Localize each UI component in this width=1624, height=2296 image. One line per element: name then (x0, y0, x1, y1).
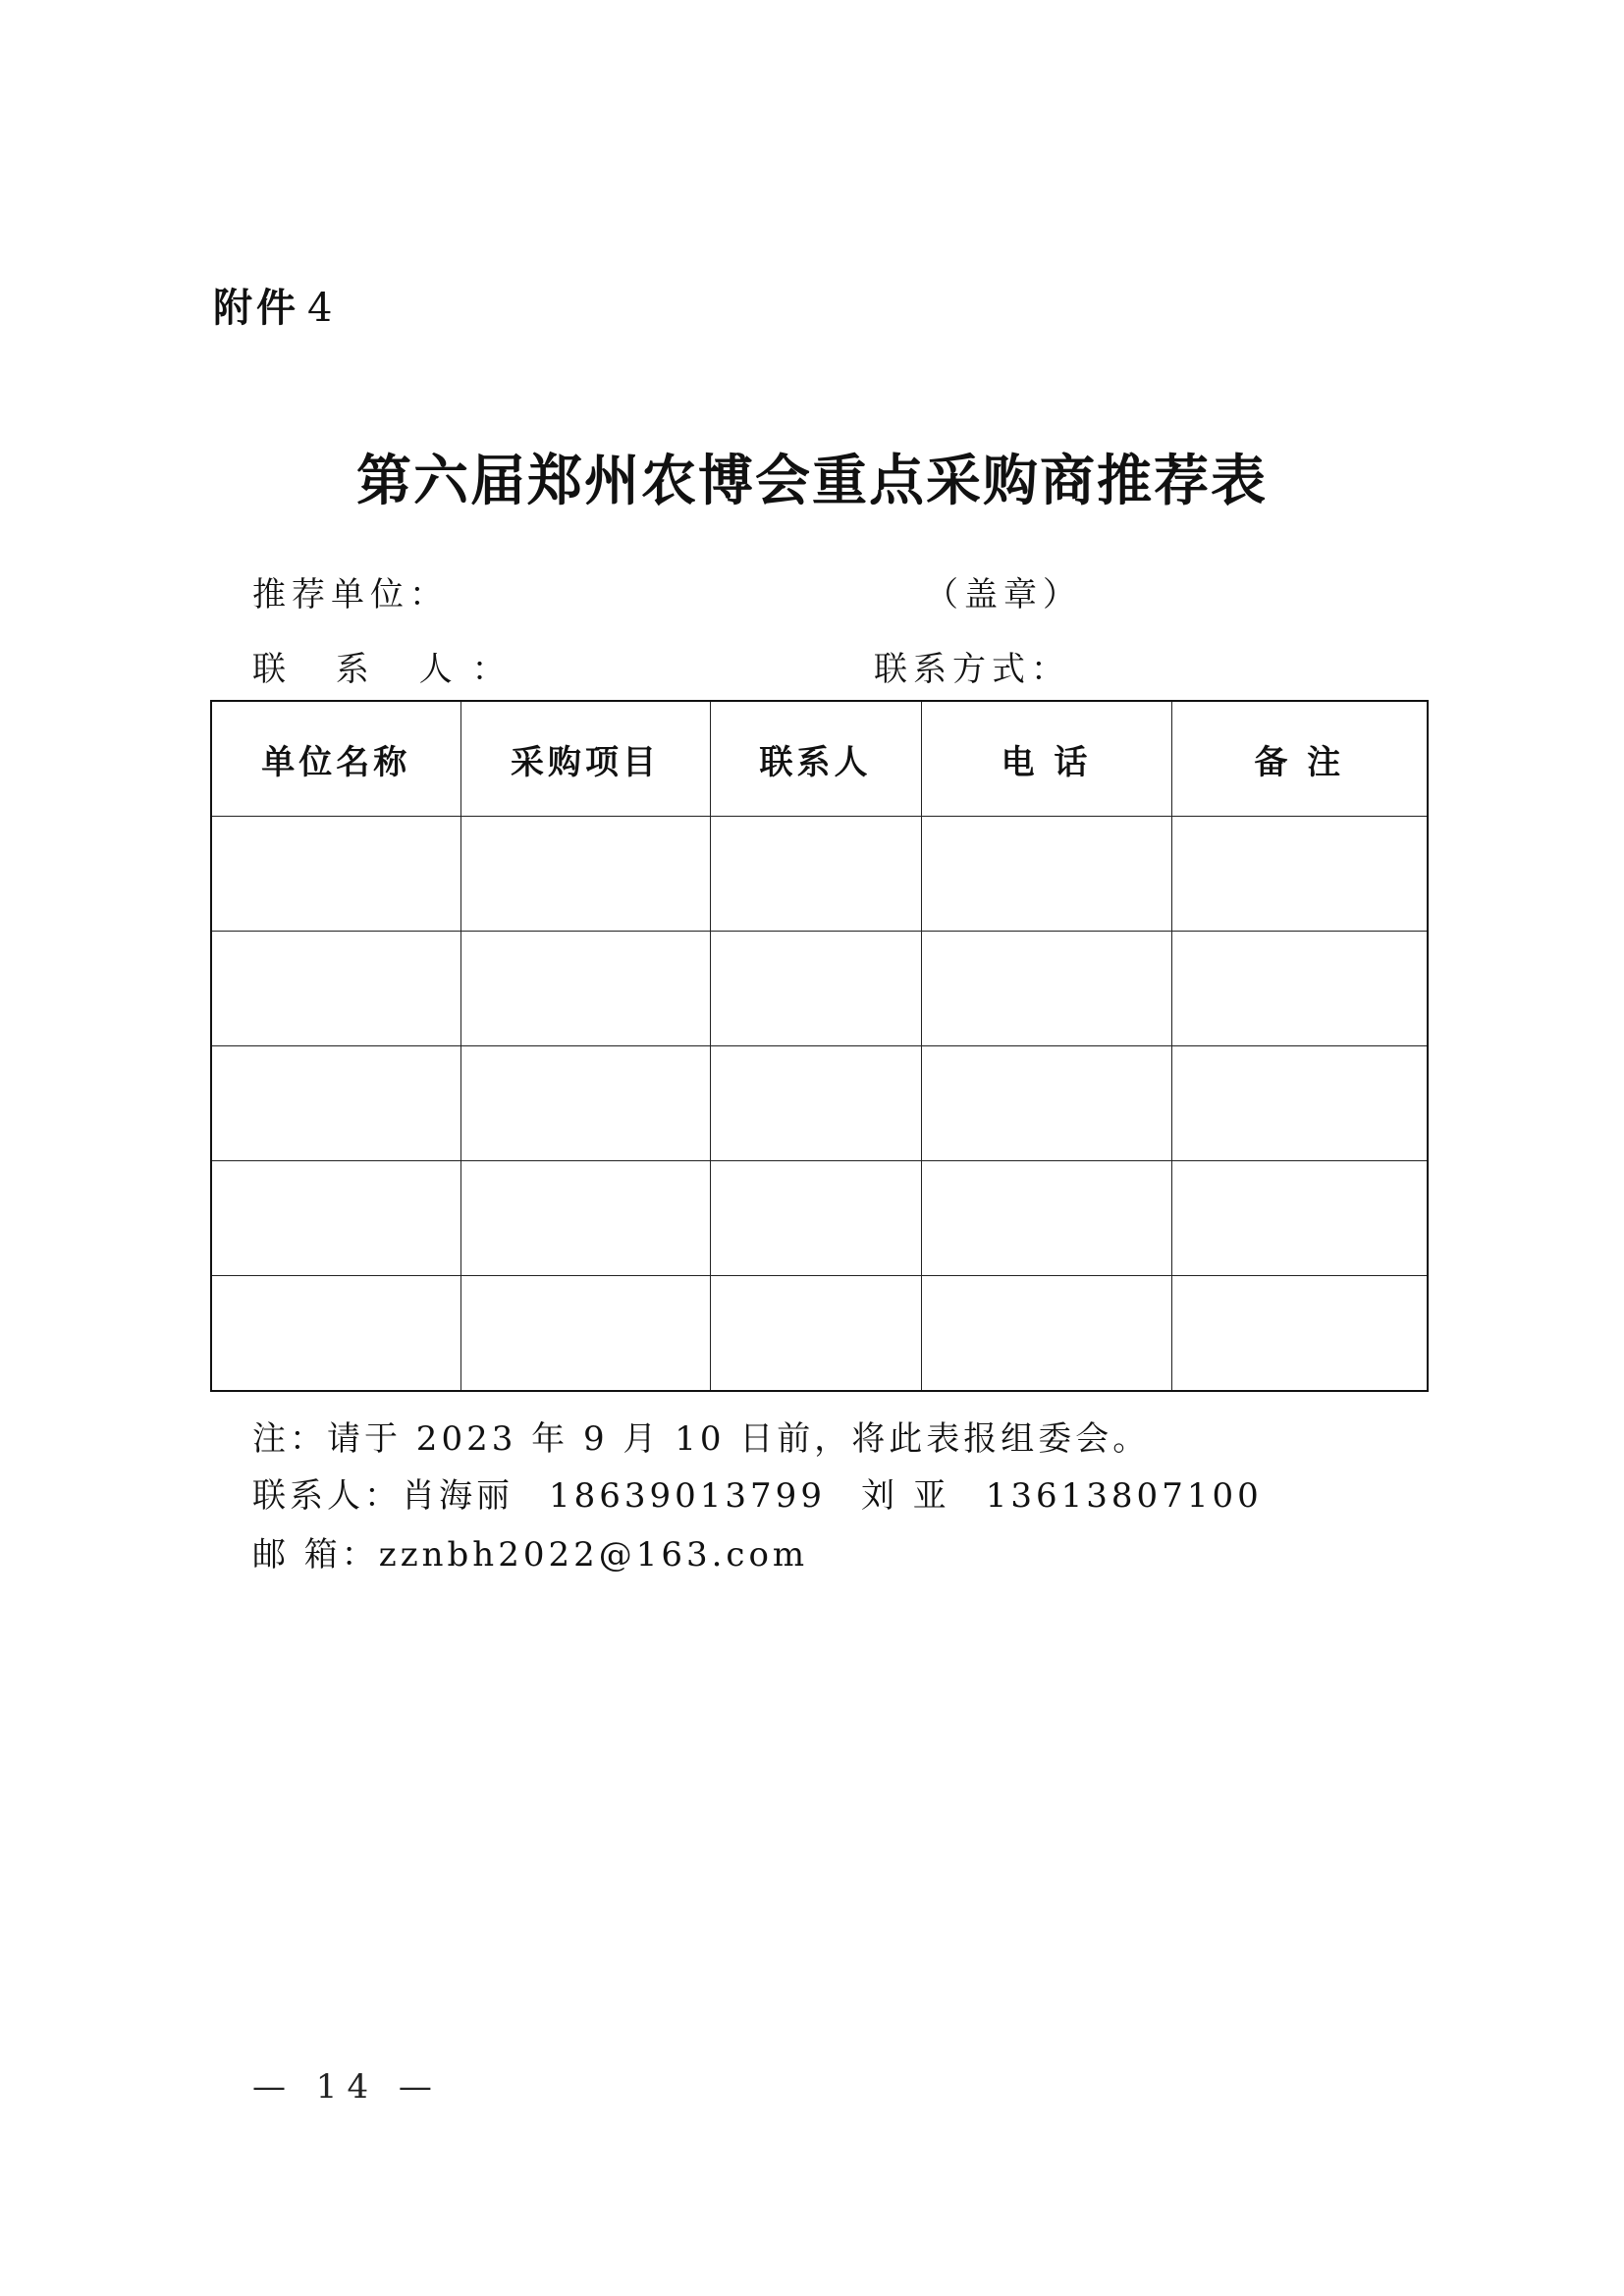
table-cell[interactable] (460, 817, 710, 932)
page-title: 第六届郑州农博会重点采购商推荐表 (356, 449, 1268, 513)
header-phone: 电 话 (921, 701, 1171, 817)
table-cell[interactable] (1171, 817, 1428, 932)
page-number: — 14 — (252, 2067, 442, 2107)
email-note: 邮 箱：zznbh2022@163.com (252, 1535, 809, 1575)
table-cell[interactable] (710, 817, 921, 932)
table-cell[interactable] (921, 1046, 1171, 1161)
table-cell[interactable] (1171, 1276, 1428, 1392)
deadline-note: 注：请于 2023 年 9 月 10 日前，将此表报组委会。 (252, 1419, 1151, 1459)
contacts-prefix: 联系人：肖海丽 (252, 1476, 514, 1516)
seal-label: （盖章） (925, 575, 1082, 614)
table-cell[interactable] (1171, 932, 1428, 1046)
table-cell[interactable] (1171, 1161, 1428, 1276)
header-purchase-item: 采购项目 (460, 701, 710, 817)
table-cell[interactable] (460, 1046, 710, 1161)
contacts-note (252, 1468, 1263, 1517)
table-row (211, 932, 1428, 1046)
table-cell[interactable] (710, 1276, 921, 1392)
attachment-text: 附件 (213, 286, 299, 331)
table-cell[interactable] (921, 932, 1171, 1046)
header-contact-person: 联系人 (710, 701, 921, 817)
table-cell[interactable] (710, 932, 921, 1046)
contact2-phone: 13613807100 (985, 1476, 1263, 1516)
table-cell[interactable] (211, 1046, 460, 1161)
table-cell[interactable] (211, 932, 460, 1046)
table-cell[interactable] (710, 1161, 921, 1276)
table-cell[interactable] (921, 817, 1171, 932)
recommending-unit-label: 推荐单位： (252, 575, 449, 614)
attachment-label (213, 277, 336, 333)
header-unit-name: 单位名称 (211, 701, 460, 817)
table-cell[interactable] (710, 1046, 921, 1161)
table-cell[interactable] (460, 1161, 710, 1276)
contact-method-label: 联系方式： (874, 650, 1070, 689)
header-remarks: 备 注 (1171, 701, 1428, 817)
table-cell[interactable] (211, 817, 460, 932)
table-cell[interactable] (460, 932, 710, 1046)
table-cell[interactable] (921, 1161, 1171, 1276)
table-cell[interactable] (1171, 1046, 1428, 1161)
table-cell[interactable] (460, 1276, 710, 1392)
table-row (211, 1046, 1428, 1161)
table-row (211, 1276, 1428, 1392)
contact2-name: 刘 亚 (860, 1476, 950, 1516)
table-row (211, 1161, 1428, 1276)
table-cell[interactable] (211, 1276, 460, 1392)
contact-person-label: 联 系 人： (252, 650, 525, 689)
contact1-phone: 18639013799 (549, 1476, 826, 1516)
table-row (211, 817, 1428, 932)
table-cell[interactable] (211, 1161, 460, 1276)
recommendation-table (210, 700, 1429, 1392)
table-header-row (211, 701, 1428, 817)
attachment-number: 4 (307, 286, 337, 331)
table-cell[interactable] (921, 1276, 1171, 1392)
